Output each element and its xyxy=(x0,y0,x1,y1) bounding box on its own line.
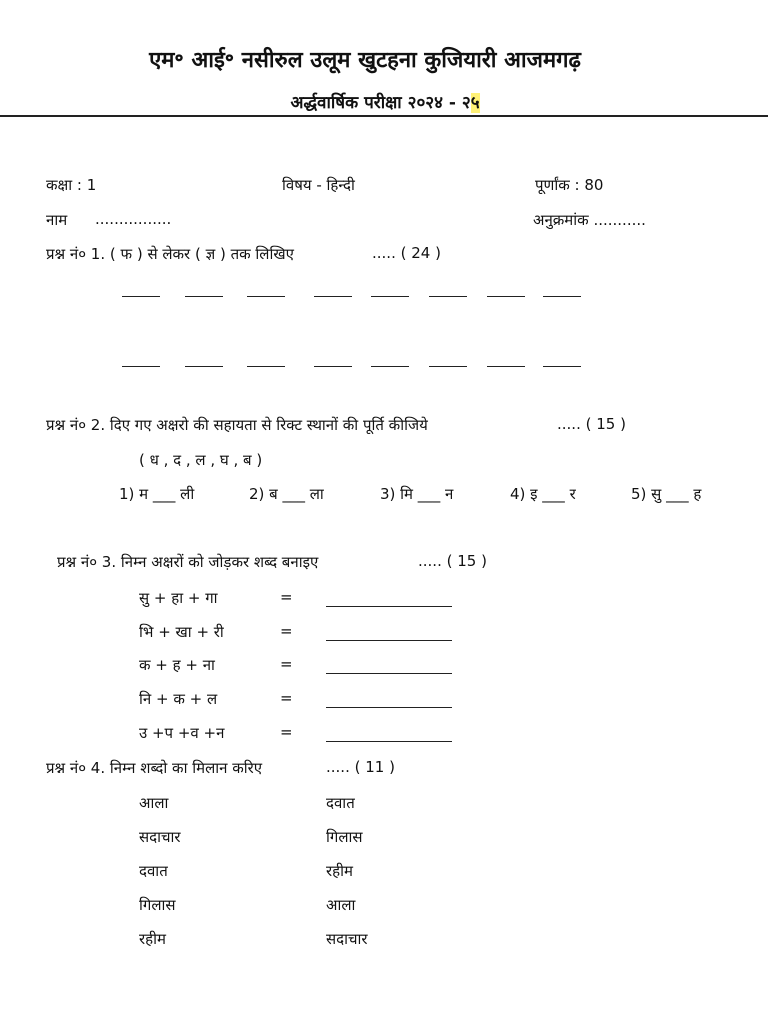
q1-blank[interactable] xyxy=(487,366,525,367)
q4-left-word[interactable]: रहीम xyxy=(139,930,166,948)
q3-answer-line[interactable] xyxy=(326,707,452,708)
question-4-marks: ..... ( 11 ) xyxy=(326,758,395,776)
q3-equals: = xyxy=(280,723,293,741)
q3-syllables: नि + क + ल xyxy=(139,690,218,708)
q4-right-word[interactable]: रहीम xyxy=(326,862,353,880)
q3-answer-line[interactable] xyxy=(326,606,452,607)
roll-number-field[interactable]: अनुक्रमांक ........... xyxy=(533,211,646,229)
q1-blank[interactable] xyxy=(371,296,409,297)
q3-answer-line[interactable] xyxy=(326,741,452,742)
q3-equals: = xyxy=(280,622,293,640)
question-2-marks: ..... ( 15 ) xyxy=(557,415,626,433)
q1-blank[interactable] xyxy=(429,366,467,367)
q1-blank[interactable] xyxy=(122,296,160,297)
q1-blank[interactable] xyxy=(185,366,223,367)
name-label: नाम xyxy=(46,211,68,229)
question-3: प्रश्न नं० 3. निम्न अक्षरों को जोड़कर शब्द बनाइए xyxy=(57,553,319,571)
q2-item[interactable]: 2) ब ___ ला xyxy=(249,485,324,503)
q3-answer-line[interactable] xyxy=(326,673,452,674)
class-label: कक्षा : 1 xyxy=(46,176,97,194)
q3-syllables: क + ह + ना xyxy=(139,656,215,674)
school-name: एम॰ आई॰ नसीरुल उलूम खुटहना कुजियारी आजमगढ़ xyxy=(149,48,581,73)
q1-blank[interactable] xyxy=(487,296,525,297)
q3-syllables: भि + खा + री xyxy=(139,623,224,641)
q1-blank[interactable] xyxy=(247,296,285,297)
q3-equals: = xyxy=(280,689,293,707)
q3-syllables: सु + हा + गा xyxy=(139,589,218,607)
max-marks-label: पूर्णांक : 80 xyxy=(535,176,604,194)
q2-item[interactable]: 5) सु ___ ह xyxy=(631,485,702,503)
q1-blank[interactable] xyxy=(185,296,223,297)
q1-blank[interactable] xyxy=(429,296,467,297)
q4-left-word[interactable]: आला xyxy=(139,794,169,812)
question-1: प्रश्न नं० 1. ( फ ) से लेकर ( ज्ञ ) तक लिखिए xyxy=(46,245,294,263)
q4-left-word[interactable]: गिलास xyxy=(139,896,176,914)
q1-blank[interactable] xyxy=(314,366,352,367)
q4-right-word[interactable]: सदाचार xyxy=(326,930,368,948)
q1-blank[interactable] xyxy=(543,366,581,367)
question-2: प्रश्न नं० 2. दिए गए अक्षरो की सहायता से रिक्ट स्थानों की पूर्ति कीजिये xyxy=(46,416,428,434)
exam-title xyxy=(0,90,768,113)
question-4: प्रश्न नं० 4. निम्न शब्दो का मिलान करिए xyxy=(46,759,263,777)
q4-right-word[interactable]: गिलास xyxy=(326,828,363,846)
q1-blank[interactable] xyxy=(314,296,352,297)
q2-item[interactable]: 3) मि ___ न xyxy=(380,485,454,503)
header-divider xyxy=(0,115,768,117)
q2-item[interactable]: 1) म ___ ली xyxy=(119,485,195,503)
q3-answer-line[interactable] xyxy=(326,640,452,641)
q4-left-word[interactable]: सदाचार xyxy=(139,828,181,846)
q1-blank[interactable] xyxy=(371,366,409,367)
question-1-marks: ..... ( 24 ) xyxy=(372,244,441,262)
question-3-marks: ..... ( 15 ) xyxy=(418,552,487,570)
q3-equals: = xyxy=(280,588,293,606)
q1-blank[interactable] xyxy=(247,366,285,367)
q4-right-word[interactable]: दवात xyxy=(326,794,355,812)
q3-equals: = xyxy=(280,655,293,673)
q3-syllables: उ +प +व +न xyxy=(139,724,225,742)
exam-title-highlight: ५ xyxy=(470,93,480,113)
q4-right-word[interactable]: आला xyxy=(326,896,356,914)
q1-blank[interactable] xyxy=(122,366,160,367)
subject-label: विषय - हिन्दी xyxy=(282,176,355,194)
q2-letter-set: ( ध , द , ल , घ , ब ) xyxy=(139,451,263,469)
q1-blank[interactable] xyxy=(543,296,581,297)
exam-title-text: अर्द्धवार्षिक परीक्षा २०२४ - २ xyxy=(290,93,471,113)
name-field[interactable]: ................ xyxy=(95,210,172,228)
q4-left-word[interactable]: दवात xyxy=(139,862,168,880)
q2-item[interactable]: 4) इ ___ र xyxy=(510,485,576,503)
